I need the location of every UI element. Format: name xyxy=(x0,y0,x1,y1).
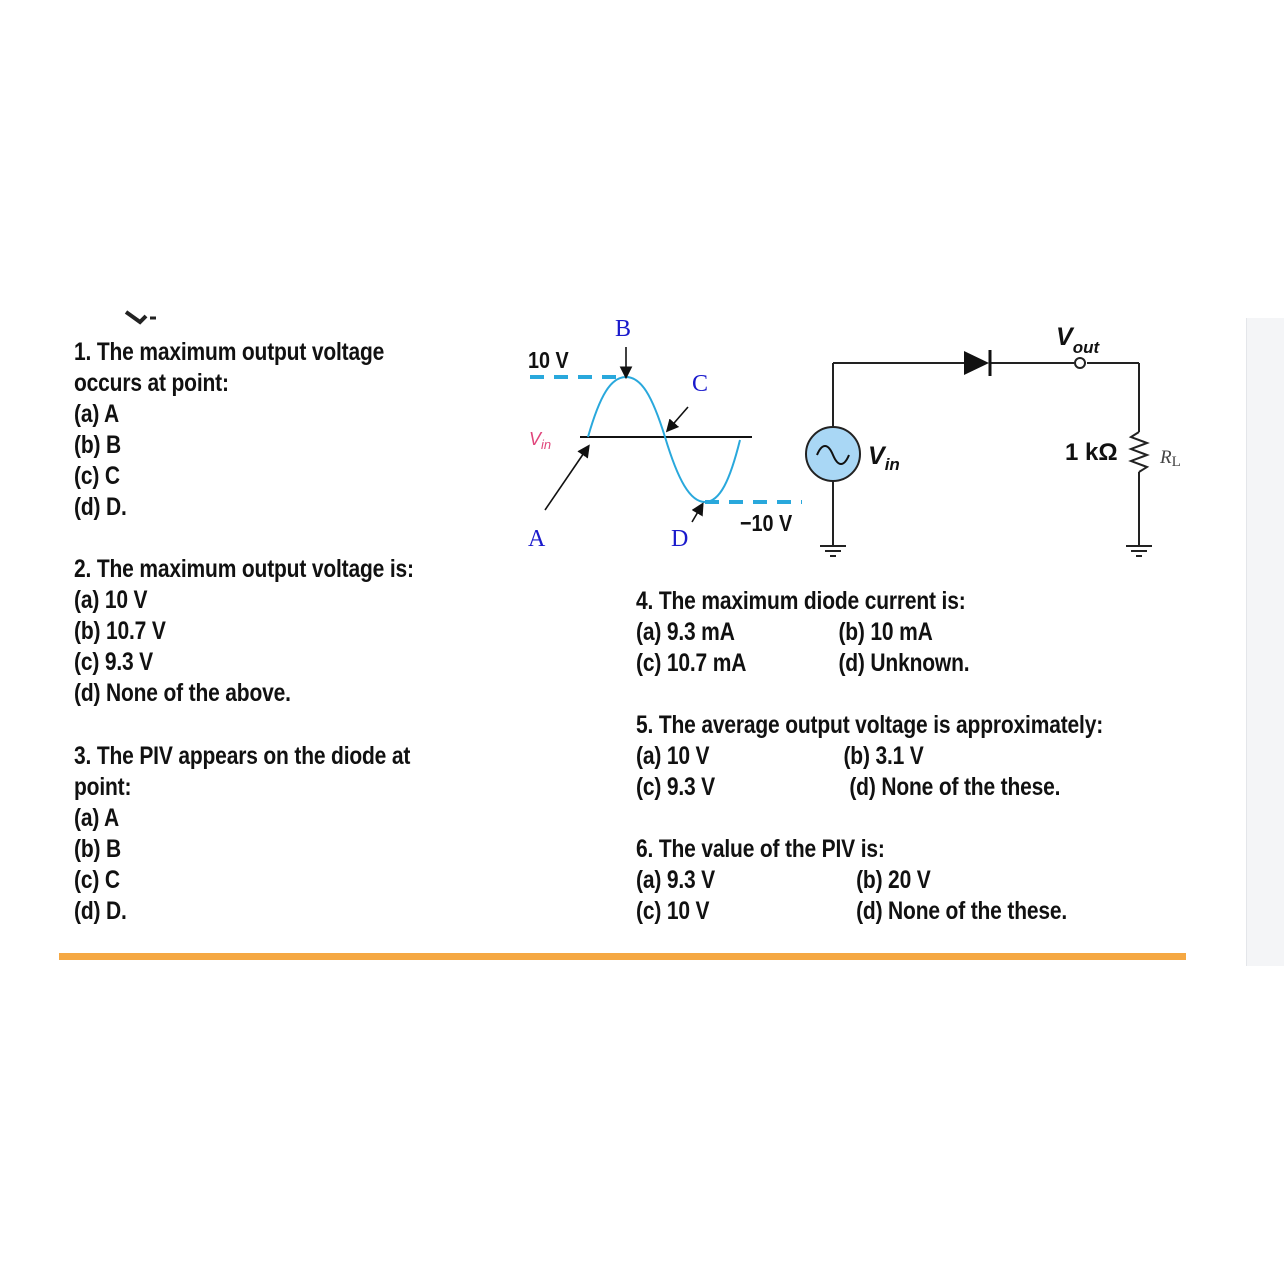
question-6-option-d: (d) None of the these. xyxy=(856,897,1068,925)
arrow-d xyxy=(692,505,702,522)
resistor-value: 1 kΩ xyxy=(1065,439,1118,466)
question-5-stem: 5. The average output voltage is approximately: xyxy=(636,711,1104,739)
wave-bottom-label: −10 V xyxy=(739,510,793,537)
question-2-option-d: (d) None of the above. xyxy=(74,679,291,707)
question-3-stem-line-2: point: xyxy=(74,773,132,801)
question-3-option-d: (d) D. xyxy=(74,897,127,925)
question-3-option-b: (b) B xyxy=(74,835,121,863)
question-6-stem: 6. The value of the PIV is: xyxy=(636,835,885,863)
question-4 xyxy=(636,586,1106,679)
question-2-option-c: (c) 9.3 V xyxy=(74,648,154,676)
rl-label: RL xyxy=(1160,447,1181,470)
question-1-option-b: (b) B xyxy=(74,431,121,459)
source-vin-label: $V_{in}$ xyxy=(868,442,900,474)
question-6-option-b: (b) 20 V xyxy=(856,866,931,894)
question-3 xyxy=(74,741,410,927)
point-d-label: D xyxy=(671,526,689,552)
cropped-mark xyxy=(126,312,146,322)
sine-wave xyxy=(588,377,740,502)
arrow-c xyxy=(668,407,688,430)
question-3-stem-line-1: 3. The PIV appears on the diode at xyxy=(74,742,411,770)
question-6-option-c: (c) 10 V xyxy=(636,897,710,925)
question-4-option-a: (a) 9.3 mA xyxy=(636,618,735,646)
ground-left-icon xyxy=(820,546,846,556)
scrollbar-track[interactable] xyxy=(1246,318,1284,966)
question-1 xyxy=(74,337,384,523)
orange-divider xyxy=(59,953,1186,960)
question-6-option-a: (a) 9.3 V xyxy=(636,866,716,894)
question-2-option-b: (b) 10.7 V xyxy=(74,617,166,645)
question-5-option-b: (b) 3.1 V xyxy=(843,742,924,770)
question-5-option-a: (a) 10 V xyxy=(636,742,710,770)
question-1-stem-line-2: occurs at point: xyxy=(74,369,229,397)
point-b-label: B xyxy=(615,316,632,342)
diode-symbol xyxy=(964,350,990,376)
point-c-label: C xyxy=(692,371,709,397)
question-5 xyxy=(636,710,1190,803)
question-1-option-a: (a) A xyxy=(74,400,120,428)
question-5-option-d: (d) None of the these. xyxy=(849,773,1061,801)
question-4-stem: 4. The maximum diode current is: xyxy=(636,587,966,615)
question-3-option-c: (c) C xyxy=(74,866,120,894)
question-2-option-a: (a) 10 V xyxy=(74,586,148,614)
vout-label: $V_{out}$ xyxy=(1056,323,1100,357)
ground-right-icon xyxy=(1126,546,1152,556)
vout-terminal xyxy=(1075,358,1085,368)
resistor-symbol xyxy=(1131,432,1147,472)
question-2-stem: 2. The maximum output voltage is: xyxy=(74,555,414,583)
wave-top-label: 10 V xyxy=(528,347,569,374)
wave-vin-label: $V_{in}$ xyxy=(529,429,552,452)
arrow-a xyxy=(545,447,588,510)
question-1-option-c: (c) C xyxy=(74,462,120,490)
point-a-label: A xyxy=(528,526,546,552)
question-2 xyxy=(74,554,414,709)
question-5-option-c: (c) 9.3 V xyxy=(636,773,716,801)
question-1-stem-line-1: 1. The maximum output voltage xyxy=(74,338,385,366)
question-3-option-a: (a) A xyxy=(74,804,120,832)
question-1-option-d: (d) D. xyxy=(74,493,127,521)
question-4-option-c: (c) 10.7 mA xyxy=(636,649,747,677)
question-6 xyxy=(636,834,1157,927)
question-4-option-d: (d) Unknown. xyxy=(838,649,970,677)
question-4-option-b: (b) 10 mA xyxy=(838,618,933,646)
